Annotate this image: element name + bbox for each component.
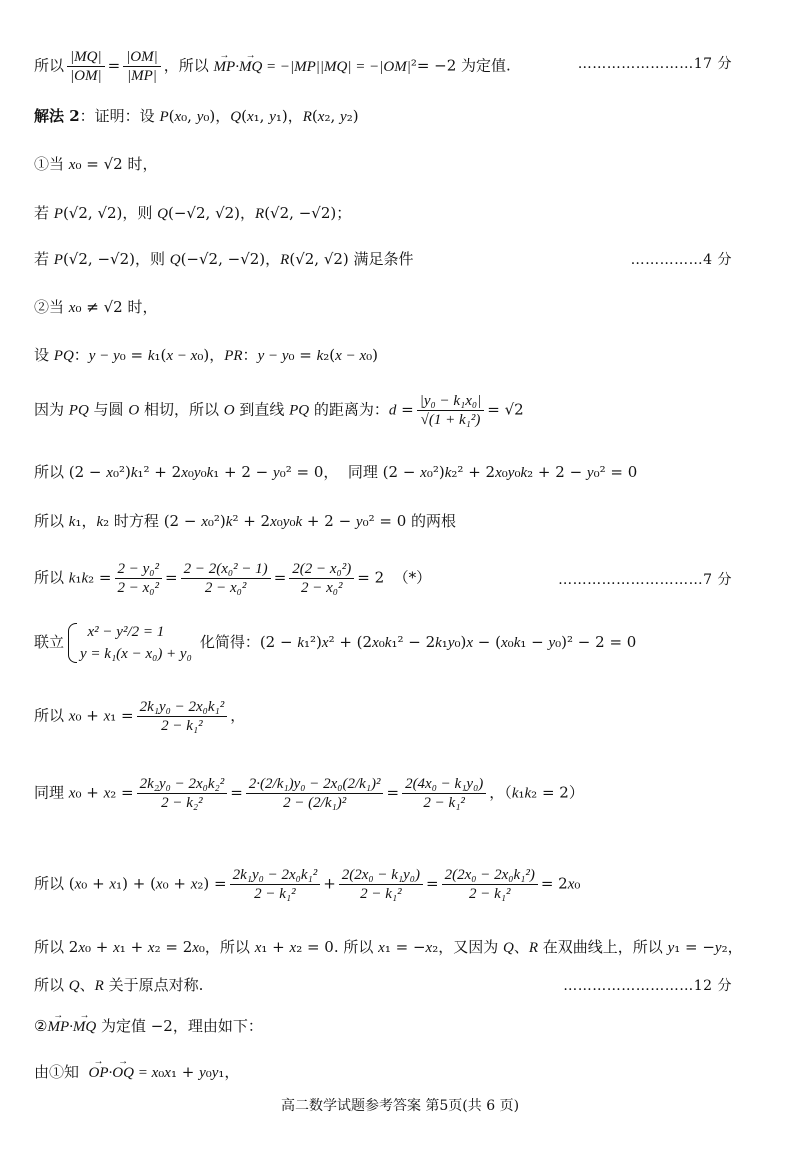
line-18: ②→ MP·→ MQ 为定值 −2，理由如下： — [34, 1016, 263, 1037]
line-10: 所以 k₁，k₂ 时方程 (2 − x₀²)k² + 2x₀y₀k + 2 − y₀² = 0 的两根 — [34, 512, 457, 530]
line-12: 联立 x² − y²/2 = 1 y = k₁(x − x₀) + y₀ 化简得：(2 − k₁²)x² + (2x₀k₁² − 2k₁y₀)x − (x₀k₁ − y₀)² − 2 = 0 — [34, 621, 636, 665]
line-9: 所以 (2 − x₀²)k₁² + 2x₀y₀k₁ + 2 − y₀² = 0， 同理 (2 − x₀²)k₂² + 2x₀y₀k₂ + 2 − y₀² = 0 — [34, 463, 638, 481]
line-16: 所以 2x₀ + x₁ + x₂ = 2x₀，所以 x₁ + x₂ = 0. 所以 x₁ = −x₂，又因为 Q、R 在双曲线上，所以 y₁ = −y₂， — [34, 938, 743, 956]
line-3: ①当 x₀ = √2 时， — [34, 155, 158, 173]
score-7: …………………………7 分 — [558, 572, 732, 588]
line-5: 若 P(√2, −√2)，则 Q(−√2, −√2)，R(√2, √2) 满足条件 — [34, 250, 414, 268]
line-1: 所以 $\frac{|MQ|}{|OM|}$ = $\frac{|OM|}{|MP|}$ ，所以 → MP·→ MQ = −|MP||MQ| = −|OM|²= −2 为定值. — [34, 48, 511, 85]
line-11: 所以 k₁k₂ = $\frac{\text{2 − y₀²}}{\text{2 − x₀²}}$ = $\frac{\text{2 − 2(x₀² − 1)}}{\text{2 − x₀²}}$ = $\frac{\text{2(2 − x₀²)}}{\text{2 − x₀²}}$ = 2 （*） — [34, 561, 432, 596]
line-13: 所以 x₀ + x₁ = $\frac{\text{2k₁y₀ − 2x₀k₁²}}{\text{2 − k₁²}}$ ， — [34, 699, 246, 734]
line-19: 由①知 → OP·→ OQ = x₀x₁ + y₀y₁， — [34, 1062, 239, 1083]
score-12: ………………………12 分 — [563, 978, 732, 994]
page-footer: 高二数学试题参考答案 第5页(共 6 页) — [280, 1098, 520, 1114]
line-8: 因为 PQ 与圆 O 相切，所以 O 到直线 PQ 的距离为：d = $\frac{\text{|y₀ − k₁x₀|}}{\text{√(1 + k₁²)}}$ = √2 — [34, 393, 524, 428]
line-7: 设 PQ：y − y₀ = k₁(x − x₀)，PR：y − y₀ = k₂(x − x₀) — [34, 346, 378, 364]
line-17: 所以 Q、R 关于原点对称. — [34, 976, 204, 994]
line-15: 所以 (x₀ + x₁) + (x₀ + x₂) = $\frac{\text{2k₁y₀ − 2x₀k₁²}}{\text{2 − k₁²}}$ + $\frac{\text{2(2x₀ − k₁y₀)}}{\text{2 − k₁²}}$ = $\frac{\text{2(2x₀ − 2x₀k₁²)}}{\text{2 − k₁²}}$ = 2x₀ — [34, 867, 581, 902]
line-4: 若 P(√2, √2)，则 Q(−√2, √2)，R(√2, −√2)； — [34, 204, 352, 222]
line-6: ②当 x₀ ≠ √2 时， — [34, 298, 158, 316]
line-14: 同理 x₀ + x₂ = $\frac{\text{2k₂y₀ − 2x₀k₂²}}{\text{2 − k₂²}}$ = $\frac{\text{2·(2/k₁)y₀ − 2x₀(2/k₁)²}}{\text{2 − (2/k₁)²}}$ = $\frac{\text{2(4x₀ − k₁y₀)}}{\text{2 − k₁²}}$ ，（k₁k₂ = 2） — [34, 776, 584, 811]
score-17: ……………………17 分 — [577, 56, 732, 72]
line-2: 解法 2：证明：设 P(x₀, y₀)，Q(x₁, y₁)，R(x₂, y₂) — [34, 107, 359, 125]
score-4: ……………4 分 — [630, 252, 732, 268]
